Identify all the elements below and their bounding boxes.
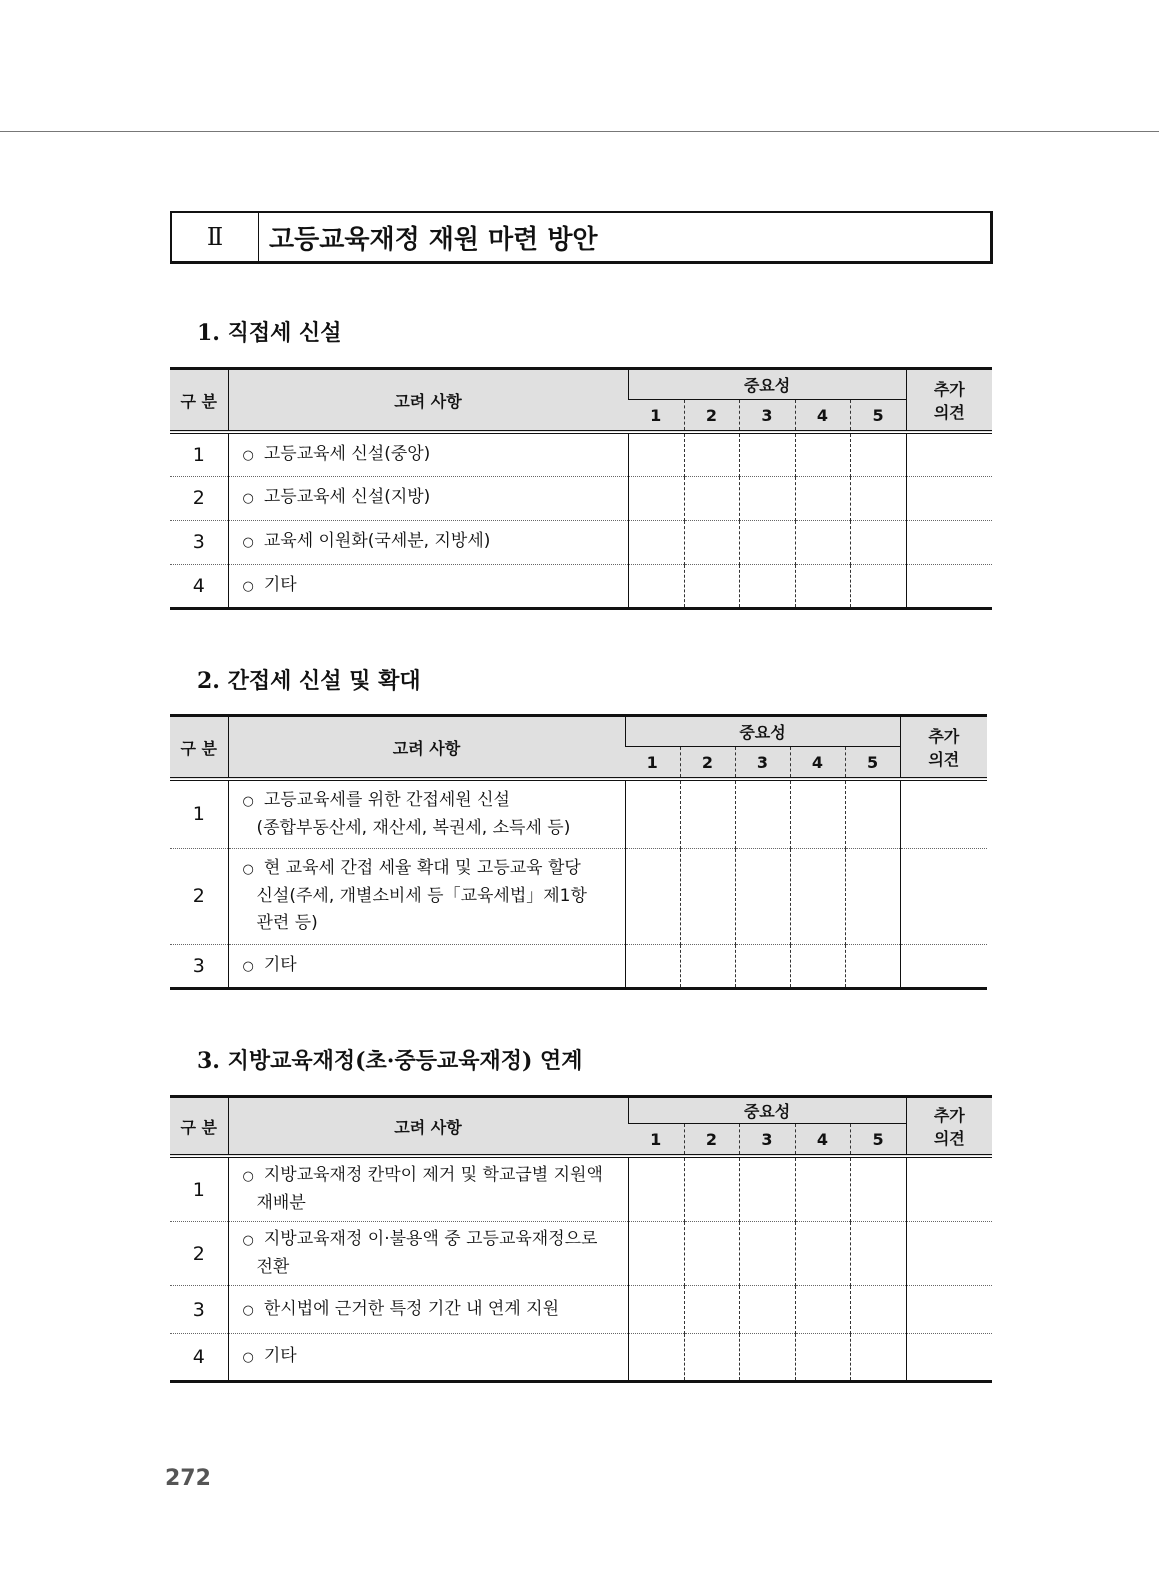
- opinion-label-1: 추가: [933, 1106, 965, 1125]
- scale-label: 4: [790, 747, 845, 780]
- consideration-text: 현 교육세 간접 세율 확대 및 고등교육 할당: [263, 858, 581, 878]
- consideration-line: [243, 531, 491, 551]
- consideration-cell: [228, 848, 625, 944]
- scale-label: 2: [684, 1124, 739, 1157]
- scale-label: 3: [739, 1124, 795, 1157]
- score-cell-5[interactable]: [850, 520, 906, 564]
- score-cell-4[interactable]: [790, 944, 845, 988]
- consideration-text: 기타: [263, 574, 297, 595]
- score-cell-1[interactable]: [628, 432, 684, 476]
- consideration-cell: [228, 944, 625, 988]
- consideration-header: 고려 사항: [228, 369, 628, 433]
- consideration-line: [243, 1299, 560, 1319]
- category-header: 구 분: [170, 369, 228, 433]
- scale-label: 2: [684, 400, 739, 433]
- opinion-cell[interactable]: [906, 564, 992, 608]
- opinion-cell[interactable]: [906, 1222, 992, 1286]
- bullet-icon: ○: [242, 793, 254, 809]
- score-cell-2[interactable]: [684, 564, 739, 608]
- table-row: [170, 848, 987, 944]
- table-row: [170, 779, 987, 848]
- score-cell-2[interactable]: [680, 779, 735, 848]
- bullet-icon: ○: [242, 535, 254, 550]
- opinion-cell[interactable]: [906, 1334, 992, 1382]
- score-cell-3[interactable]: [739, 476, 795, 520]
- score-cell-4[interactable]: [790, 779, 845, 848]
- opinion-header: [906, 369, 992, 433]
- bullet-icon: ○: [242, 578, 254, 594]
- consideration-line: [243, 444, 431, 464]
- score-cell-5[interactable]: [850, 1222, 906, 1286]
- score-cell-3[interactable]: [739, 1286, 795, 1334]
- consideration-text: 관련 등): [256, 913, 318, 933]
- score-cell-2[interactable]: [684, 1156, 739, 1222]
- row-number: 4: [170, 564, 228, 608]
- table-body: [170, 1156, 992, 1382]
- score-cell-3[interactable]: [735, 944, 790, 988]
- score-cell-4[interactable]: [795, 1286, 850, 1334]
- scale-label: 1: [628, 1124, 684, 1157]
- consideration-line: [243, 790, 510, 810]
- score-cell-2[interactable]: [680, 848, 735, 944]
- scale-label: 1: [625, 747, 680, 780]
- consideration-header: 고려 사항: [228, 1097, 628, 1157]
- table-row: [170, 1334, 992, 1382]
- consideration-line: [243, 1229, 598, 1249]
- chapter-title: 고등교육재정 재원 마련 방안: [269, 224, 598, 255]
- row-number: 3: [170, 520, 228, 564]
- consideration-cell: [228, 520, 628, 564]
- header-rule: [0, 131, 1159, 132]
- opinion-cell[interactable]: [906, 1286, 992, 1334]
- score-cell-5[interactable]: [850, 1334, 906, 1382]
- bullet-icon: ○: [242, 447, 254, 463]
- opinion-cell[interactable]: [906, 476, 992, 520]
- section-title: 2. 간접세 신설 및 확대: [197, 668, 421, 694]
- score-cell-3[interactable]: [739, 432, 795, 476]
- section-title: 1. 직접세 신설: [197, 320, 342, 346]
- table-row: [170, 432, 992, 476]
- consideration-text: 지방교육재정 칸막이 제거 및 학교급별 지원액: [263, 1165, 603, 1185]
- consideration-text: 신설(주세, 개별소비세 등「교육세법」제1항: [256, 886, 587, 906]
- row-number: 1: [170, 432, 228, 476]
- score-cell-3[interactable]: [735, 779, 790, 848]
- row-number: 2: [170, 476, 228, 520]
- table-row: [170, 1156, 992, 1222]
- score-cell-3[interactable]: [739, 564, 795, 608]
- score-cell-1[interactable]: [625, 848, 680, 944]
- score-cell-1[interactable]: [628, 1156, 684, 1222]
- opinion-header: [900, 716, 987, 780]
- opinion-cell[interactable]: [900, 944, 987, 988]
- score-cell-4[interactable]: [795, 432, 850, 476]
- consideration-text: 전환: [256, 1257, 290, 1277]
- score-cell-1[interactable]: [628, 520, 684, 564]
- opinion-label-2: 의견: [928, 750, 960, 769]
- score-cell-4[interactable]: [795, 1222, 850, 1286]
- table-header: [170, 1097, 992, 1157]
- score-cell-4[interactable]: [795, 520, 850, 564]
- table-header: [170, 716, 987, 780]
- score-cell-2[interactable]: [684, 520, 739, 564]
- consideration-line: [243, 487, 431, 507]
- score-cell-5[interactable]: [850, 476, 906, 520]
- scale-label: 5: [850, 400, 906, 433]
- consideration-line: [243, 883, 615, 910]
- bullet-icon: ○: [242, 1233, 254, 1248]
- page-number: 272: [165, 1466, 211, 1491]
- opinion-label-1: 추가: [928, 727, 960, 746]
- scale-label: 3: [739, 400, 795, 433]
- scale-label: 1: [628, 400, 684, 433]
- score-cell-5[interactable]: [850, 1286, 906, 1334]
- rating-table: [170, 367, 992, 610]
- score-cell-2[interactable]: [684, 1222, 739, 1286]
- chapter-numeral: Ⅱ: [172, 213, 259, 261]
- row-number: 3: [170, 944, 228, 988]
- consideration-text: 기타: [263, 1346, 297, 1366]
- consideration-text: 고등교육세 신설(지방): [263, 487, 431, 507]
- opinion-cell[interactable]: [906, 520, 992, 564]
- table-row: [170, 1286, 992, 1334]
- table-row: [170, 476, 992, 520]
- category-header: 구 분: [170, 1097, 228, 1157]
- consideration-text: 한시법에 근거한 특정 기간 내 연계 지원: [263, 1298, 560, 1319]
- score-cell-1[interactable]: [628, 1334, 684, 1382]
- score-cell-5[interactable]: [845, 944, 900, 988]
- opinion-cell[interactable]: [906, 1156, 992, 1222]
- opinion-label-2: 의견: [933, 403, 965, 422]
- consideration-cell: [228, 779, 625, 848]
- bullet-icon: ○: [242, 1350, 254, 1365]
- table-row: [170, 944, 987, 988]
- consideration-text: 재배분: [256, 1193, 306, 1213]
- score-cell-5[interactable]: [845, 848, 900, 944]
- importance-header: 중요성: [628, 1097, 906, 1124]
- score-cell-4[interactable]: [795, 1334, 850, 1382]
- table-row: [170, 564, 992, 608]
- score-cell-3[interactable]: [739, 1334, 795, 1382]
- score-cell-2[interactable]: [684, 432, 739, 476]
- header-row: [170, 1097, 992, 1124]
- table-header: [170, 369, 992, 433]
- consideration-line: [243, 910, 615, 937]
- consideration-line: [243, 1254, 618, 1281]
- score-cell-1[interactable]: [625, 944, 680, 988]
- opinion-cell[interactable]: [900, 848, 987, 944]
- score-cell-3[interactable]: [739, 1156, 795, 1222]
- score-cell-1[interactable]: [628, 476, 684, 520]
- rating-table: [170, 714, 987, 990]
- bullet-icon: ○: [242, 491, 254, 506]
- score-cell-3[interactable]: [735, 848, 790, 944]
- score-cell-3[interactable]: [739, 520, 795, 564]
- score-cell-4[interactable]: [790, 848, 845, 944]
- consideration-line: [243, 1346, 297, 1366]
- consideration-line: [243, 1165, 603, 1185]
- chapter-heading: [170, 211, 993, 264]
- consideration-text: 지방교육재정 이·불용액 중 고등교육재정으로: [263, 1229, 598, 1249]
- importance-header: 중요성: [625, 716, 900, 747]
- scale-label: 5: [850, 1124, 906, 1157]
- consideration-text: 고등교육세를 위한 간접세원 신설: [263, 789, 510, 810]
- opinion-label-2: 의견: [933, 1129, 965, 1148]
- scale-label: 3: [735, 747, 790, 780]
- scale-label: 4: [795, 400, 850, 433]
- opinion-label-1: 추가: [933, 380, 965, 399]
- row-number: 1: [170, 779, 228, 848]
- score-cell-2[interactable]: [680, 944, 735, 988]
- row-number: 3: [170, 1286, 228, 1334]
- header-row: [170, 369, 992, 400]
- consideration-cell: [228, 1286, 628, 1334]
- score-cell-1[interactable]: [628, 564, 684, 608]
- score-cell-4[interactable]: [795, 476, 850, 520]
- score-cell-2[interactable]: [684, 476, 739, 520]
- consideration-cell: [228, 1156, 628, 1222]
- bullet-icon: ○: [242, 1302, 254, 1318]
- consideration-cell: [228, 1222, 628, 1286]
- consideration-text: (종합부동산세, 재산세, 복권세, 소득세 등): [256, 817, 571, 838]
- bullet-icon: ○: [242, 862, 254, 877]
- score-cell-5[interactable]: [845, 779, 900, 848]
- consideration-cell: [228, 432, 628, 476]
- consideration-line: [243, 1190, 618, 1217]
- consideration-cell: [228, 1334, 628, 1382]
- score-cell-5[interactable]: [850, 432, 906, 476]
- score-cell-1[interactable]: [625, 779, 680, 848]
- consideration-cell: [228, 564, 628, 608]
- table-body: [170, 432, 992, 608]
- consideration-cell: [228, 476, 628, 520]
- scale-label: 4: [795, 1124, 850, 1157]
- category-header: 구 분: [170, 716, 228, 780]
- header-row: [170, 716, 987, 747]
- score-cell-2[interactable]: [684, 1334, 739, 1382]
- consideration-text: 고등교육세 신설(중앙): [263, 443, 431, 464]
- row-number: 2: [170, 848, 228, 944]
- score-cell-2[interactable]: [684, 1286, 739, 1334]
- score-cell-5[interactable]: [850, 1156, 906, 1222]
- consideration-line: [243, 575, 297, 595]
- score-cell-4[interactable]: [795, 1156, 850, 1222]
- consideration-header: 고려 사항: [228, 716, 625, 780]
- bullet-icon: ○: [242, 958, 254, 974]
- row-number: 4: [170, 1334, 228, 1382]
- score-cell-5[interactable]: [850, 564, 906, 608]
- consideration-line: [243, 815, 615, 842]
- rating-table: [170, 1095, 992, 1383]
- row-number: 1: [170, 1156, 228, 1222]
- scale-label: 2: [680, 747, 735, 780]
- score-cell-3[interactable]: [739, 1222, 795, 1286]
- consideration-line: [243, 858, 581, 878]
- score-cell-1[interactable]: [628, 1222, 684, 1286]
- score-cell-1[interactable]: [628, 1286, 684, 1334]
- consideration-text: 교육세 이원화(국세분, 지방세): [263, 531, 491, 551]
- row-number: 2: [170, 1222, 228, 1286]
- section-title: 3. 지방교육재정(초·중등교육재정) 연계: [197, 1048, 583, 1074]
- bullet-icon: ○: [242, 1169, 254, 1184]
- opinion-cell[interactable]: [900, 779, 987, 848]
- consideration-text: 기타: [263, 954, 297, 975]
- table-row: [170, 1222, 992, 1286]
- opinion-header: [906, 1097, 992, 1157]
- scale-label: 5: [845, 747, 900, 780]
- opinion-cell[interactable]: [906, 432, 992, 476]
- table-row: [170, 520, 992, 564]
- importance-header: 중요성: [628, 369, 906, 400]
- table-body: [170, 779, 987, 988]
- score-cell-4[interactable]: [795, 564, 850, 608]
- consideration-line: [243, 955, 297, 975]
